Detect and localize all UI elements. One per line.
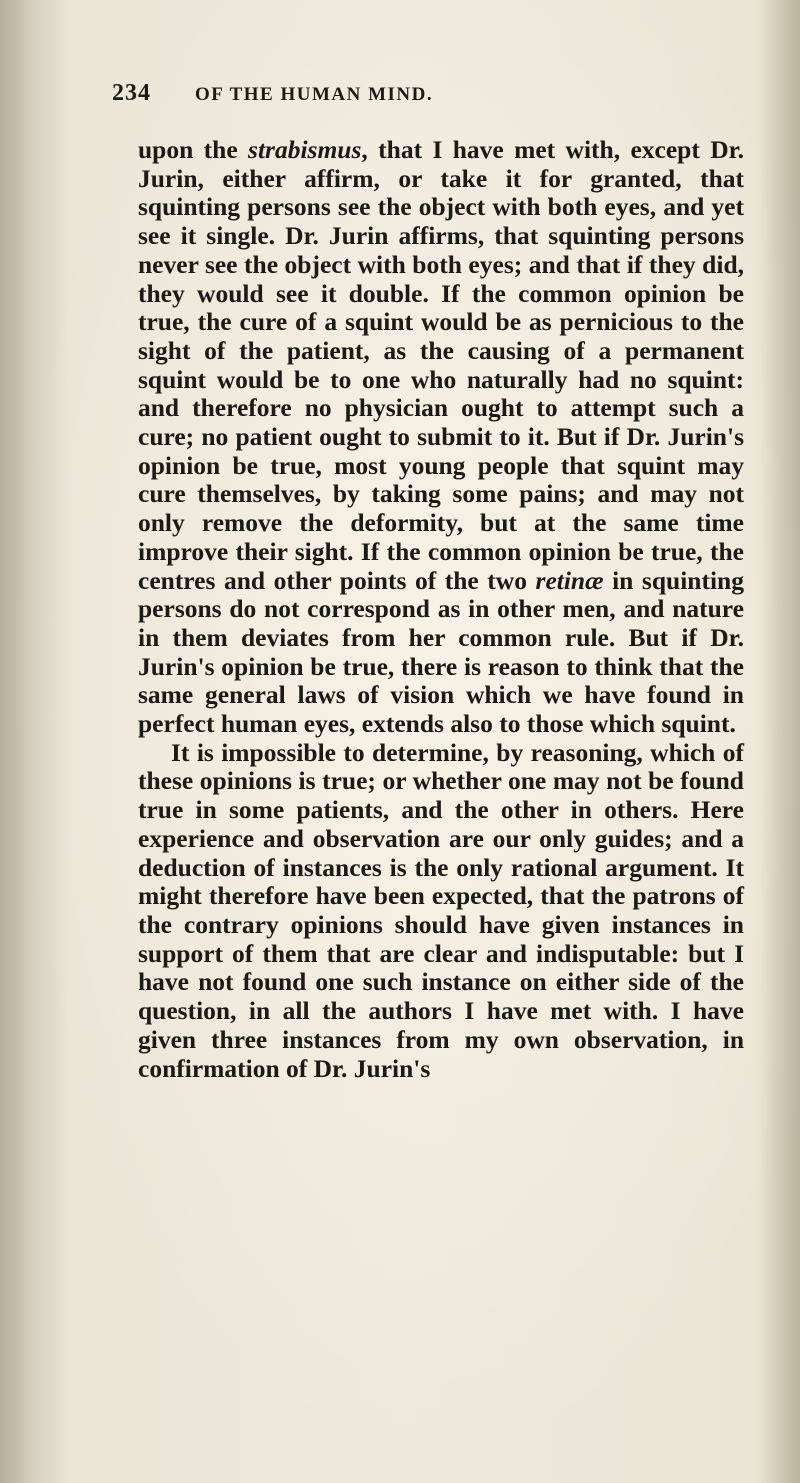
page-shadow-right — [760, 0, 800, 1483]
term-retinae: retinæ — [535, 565, 604, 595]
term-strabismus: strabismus — [248, 135, 362, 164]
paragraph-2: It is impossible to determine, by reasoning, which of these opinions is true; or whether one may not be found true in some patients, and the other in others. Here experience and observation are our only guides; and a deduction of instances is the only rational argument. It might therefore have been expected, that the patrons of the contrary opinions should have given instances in support of them that are clear and indisputable: but I have not found one such instance on either side of the question, in all the authors I have met with. I have given three instances from my own observation, in confirmation of Dr. Jurin's — [138, 737, 744, 1083]
page-number: 234 — [112, 80, 151, 106]
paragraph-1: upon the strabismus, that I have met with, except Dr. Jurin, either affirm, or take it for granted, that squinting persons see the object with both eyes, and yet see it single. Dr. Jurin affirms, that squinting persons never see the object with both eyes; and that if they did, they would see it double. If the common opinion be true, the cure of a squint would be as pernicious to the sight of the patient, as the causing of a permanent squint would be to one who naturally had no squint: and therefore no physician ought to attempt such a cure; no patient ought to submit to it. But if Dr. Jurin's opinion be true, most young people that squint may cure themselves, by taking some pains; and may not only remove the deformity, but at the same time improve their sight. If the common opinion be true, the centres and other points of the two retinæ in squinting persons do not correspond as in other men, and nature in them deviates from her common rule. But if Dr. Jurin's opinion be true, there is reason to think that the same general laws of vision which we have found in perfect human eyes, extends also to those which squint. — [138, 135, 744, 739]
page-shadow-left — [0, 0, 70, 1483]
body-text — [138, 136, 744, 1083]
page-header — [112, 80, 672, 112]
running-head: OF THE HUMAN MIND. — [195, 84, 434, 105]
